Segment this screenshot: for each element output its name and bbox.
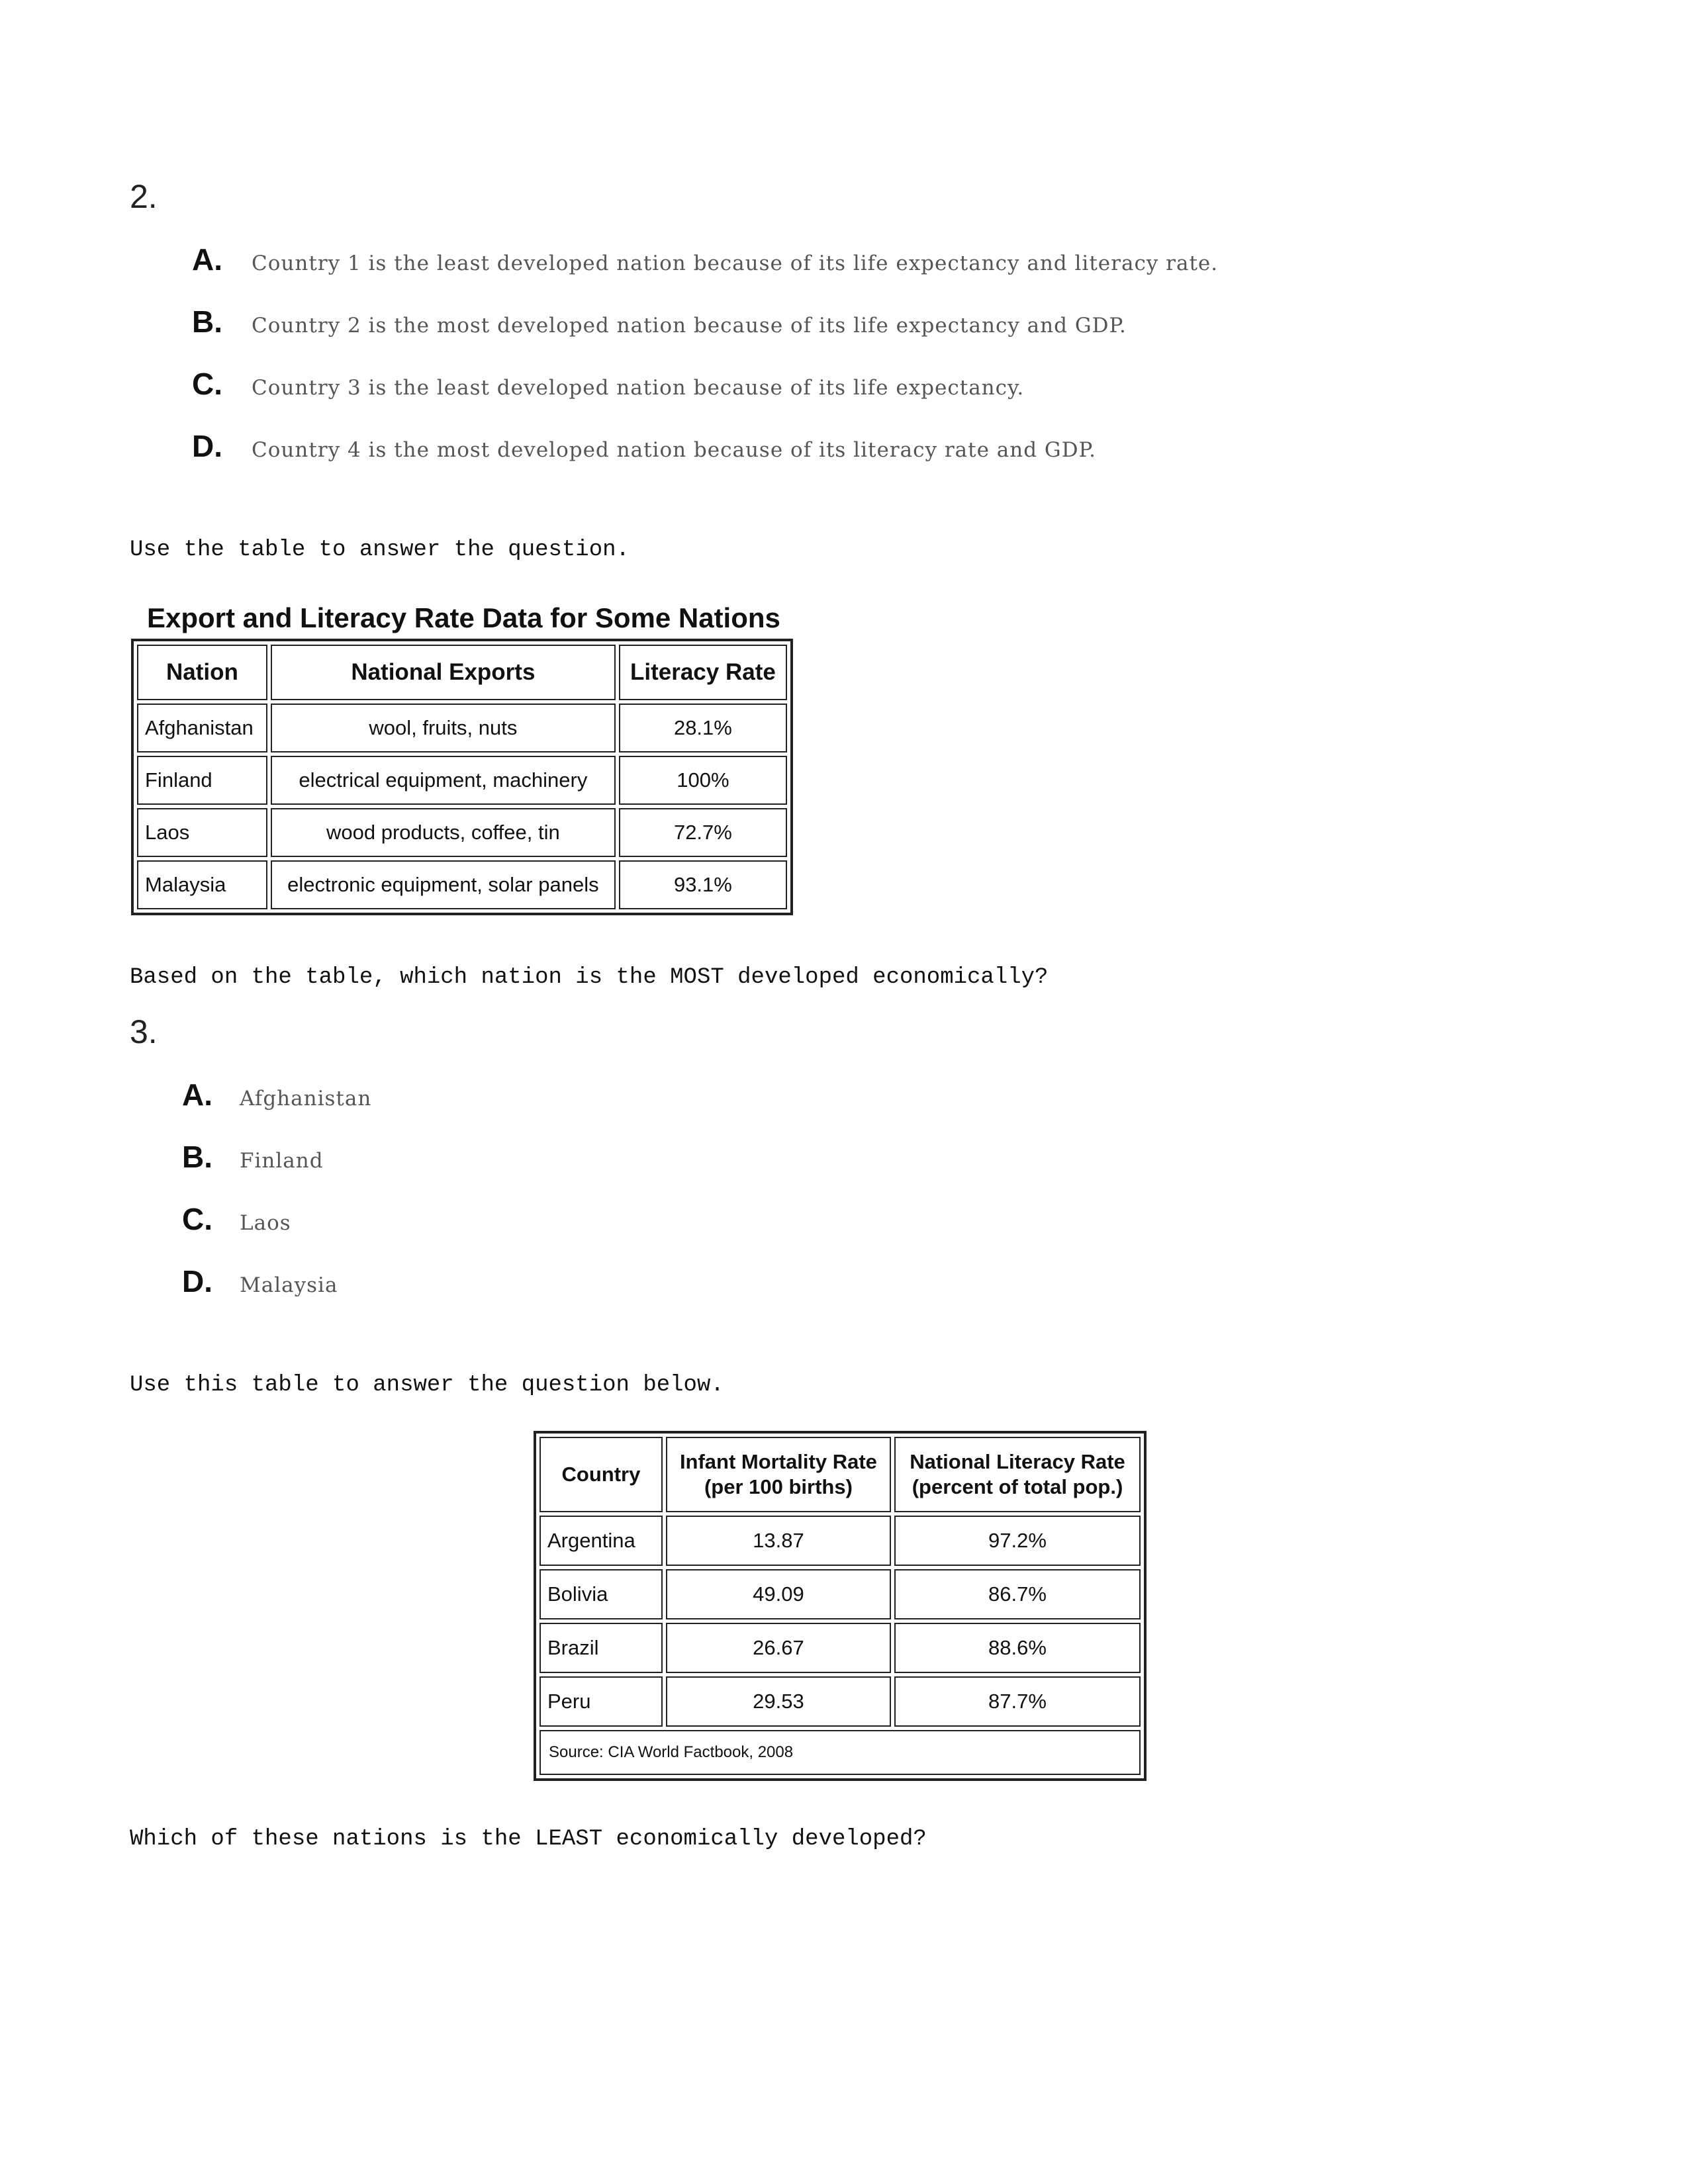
q2-choice-a[interactable] [192,242,1218,277]
choice-text: Malaysia [240,1273,338,1297]
table-row [539,1569,1141,1619]
header-country: Country [561,1463,641,1486]
question-4-prompt: Which of these nations is the LEAST economically developed? [130,1827,927,1852]
table-cell: 88.6% [894,1623,1141,1673]
question-3-prompt: Based on the table, which nation is the MOST developed economically? [130,965,1049,990]
q3-choice-c[interactable] [182,1201,291,1237]
table-row [539,1516,1141,1566]
choice-letter: C. [192,367,222,401]
table-cell: Argentina [539,1516,663,1566]
table-row [539,1623,1141,1673]
table-header-row [137,645,787,700]
question-2-number: 2. [130,178,158,215]
table-row [137,860,787,909]
table-cell: 93.1% [619,860,787,909]
table-row [137,704,787,752]
q3-choice-b[interactable] [182,1139,324,1175]
choice-letter: D. [192,429,222,463]
table-cell: 29.53 [666,1676,891,1727]
header-infant-mortality: Infant Mortality Rate [679,1450,877,1473]
header-cell [539,1437,663,1512]
header-cell: Nation [137,645,267,700]
table-title: Export and Literacy Rate Data for Some Nations [147,602,780,633]
table-cell: Peru [539,1676,663,1727]
choice-text: Afghanistan [240,1087,372,1111]
table-cell: electrical equipment, machinery [271,756,616,805]
choice-letter: C. [182,1202,212,1236]
table-cell: 100% [619,756,787,805]
choice-letter: B. [182,1140,212,1174]
infant-mortality-literacy-table [534,1431,1147,1781]
table-row [137,756,787,805]
q2-choice-d[interactable] [192,428,1096,464]
export-literacy-table [131,639,793,915]
question-3-number: 3. [130,1013,158,1050]
table-cell: 86.7% [894,1569,1141,1619]
table-cell: 26.67 [666,1623,891,1673]
table-cell: wool, fruits, nuts [271,704,616,752]
choice-letter: A. [192,242,222,277]
header-cell [894,1437,1141,1512]
table-cell: 87.7% [894,1676,1141,1727]
choice-letter: A. [182,1077,212,1112]
table-cell: Afghanistan [137,704,267,752]
table-cell: 49.09 [666,1569,891,1619]
choice-text: Laos [240,1211,291,1235]
choice-letter: D. [182,1264,212,1298]
header-cell [666,1437,891,1512]
table-cell: wood products, coffee, tin [271,808,616,857]
choice-text: Country 1 is the least developed nation because of its life expectancy and literacy rate. [252,251,1219,275]
q3-choice-d[interactable] [182,1263,338,1299]
table-cell: 28.1% [619,704,787,752]
table-cell: electronic equipment, solar panels [271,860,616,909]
table-row [137,808,787,857]
table-cell: Finland [137,756,267,805]
choice-text: Finland [240,1149,324,1173]
header-cell: National Exports [271,645,616,700]
table-cell: 72.7% [619,808,787,857]
table-source: Source: CIA World Factbook, 2008 [539,1730,1141,1775]
choice-text: Country 3 is the least developed nation because of its life expectancy. [252,376,1025,400]
header-literacy: National Literacy Rate [910,1450,1125,1473]
q2-choice-b[interactable] [192,304,1127,340]
table-cell: Laos [137,808,267,857]
table-cell: 13.87 [666,1516,891,1566]
instruction-text: Use the table to answer the question. [130,537,630,563]
table-source-row [539,1730,1141,1775]
q2-choice-c[interactable] [192,366,1024,402]
header-literacy-unit: (percent of total pop.) [912,1475,1123,1498]
header-infant-mortality-unit: (per 100 births) [704,1475,853,1498]
table-header-row [539,1437,1141,1512]
table-cell: Bolivia [539,1569,663,1619]
table-cell: 97.2% [894,1516,1141,1566]
q3-choice-a[interactable] [182,1077,371,1113]
choice-text: Country 2 is the most developed nation because of its life expectancy and GDP. [252,314,1127,338]
header-cell: Literacy Rate [619,645,787,700]
table-row [539,1676,1141,1727]
instruction-text: Use this table to answer the question below. [130,1373,724,1398]
choice-letter: B. [192,304,222,339]
table-cell: Malaysia [137,860,267,909]
table-cell: Brazil [539,1623,663,1673]
choice-text: Country 4 is the most developed nation because of its literacy rate and GDP. [252,438,1096,462]
